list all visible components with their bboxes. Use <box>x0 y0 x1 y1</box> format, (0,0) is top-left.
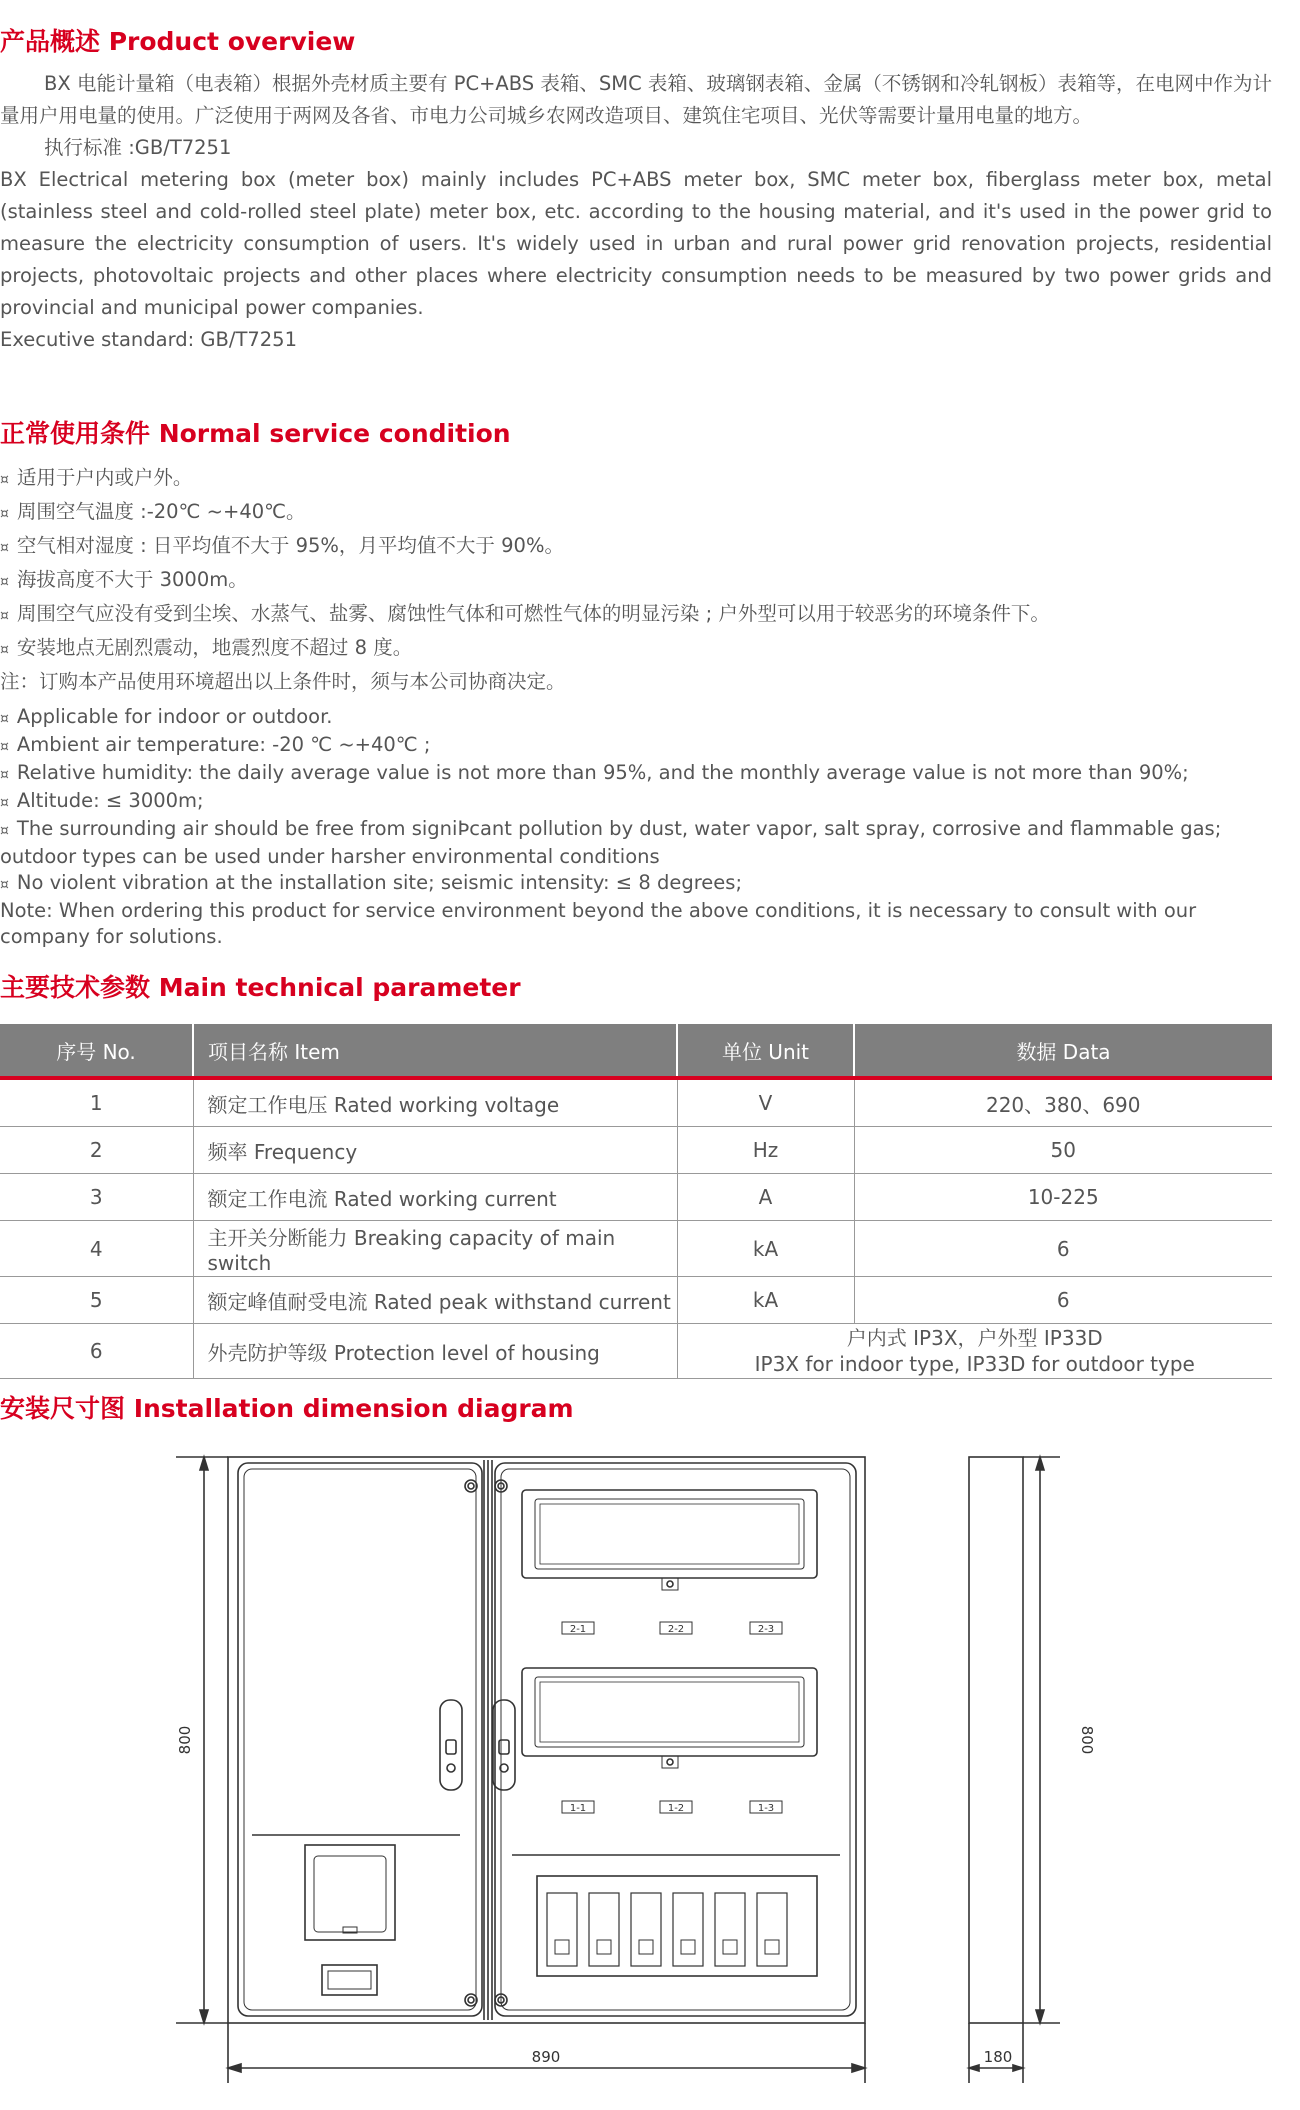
condition-text: 安装地点无剧烈震动，地震烈度不超过 8 度。 <box>16 636 413 659</box>
condition-text: Ambient air temperature: -20 ℃ ~+40℃ ; <box>16 733 431 756</box>
row-item: 频率 Frequency <box>193 1127 677 1174</box>
row-no: 4 <box>0 1221 193 1277</box>
right-door <box>495 1463 856 2016</box>
row-data: 6 <box>854 1221 1272 1277</box>
width-label: 890 <box>531 2048 561 2066</box>
condition-text: 适用于户内或户外。 <box>16 466 193 489</box>
row-data: 6 <box>854 1277 1272 1324</box>
condition-item <box>0 598 1272 632</box>
row-unit: Hz <box>677 1127 854 1174</box>
row-no: 1 <box>0 1078 193 1127</box>
overview-en-standard: Executive standard: GB/T7251 <box>0 328 297 351</box>
row-no: 2 <box>0 1127 193 1174</box>
conditions-cn-note: 注：订购本产品使用环境超出以上条件时，须与本公司协商决定。 <box>0 670 566 693</box>
bullet-icon: ¤ <box>0 642 9 658</box>
condition-item <box>0 816 1272 870</box>
meter-label: 1-1 <box>569 1803 587 1814</box>
side-view <box>969 1457 1023 2023</box>
row-item: 额定工作电流 Rated working current <box>193 1174 677 1221</box>
condition-text: 海拔高度不大于 3000m。 <box>16 568 248 591</box>
main-switch-window <box>305 1845 395 1940</box>
conditions-title: 正常使用条件 Normal service condition <box>0 419 511 448</box>
bullet-icon: ¤ <box>0 506 9 522</box>
row-unit: kA <box>677 1277 854 1324</box>
condition-item <box>0 760 1272 788</box>
meter-label: 2-3 <box>757 1624 775 1635</box>
row-no: 3 <box>0 1174 193 1221</box>
row-data-cn: 户内式 IP3X，户外型 IP33D <box>846 1326 1103 1350</box>
upper-meter-window <box>522 1490 817 1578</box>
row-unit: kA <box>677 1221 854 1277</box>
bullet-icon: ¤ <box>0 767 9 783</box>
parameters-title: 主要技术参数 Main technical parameter <box>0 973 521 1002</box>
condition-text: Applicable for indoor or outdoor. <box>16 705 333 728</box>
bullet-icon: ¤ <box>0 574 9 590</box>
condition-text: 周围空气温度 :-20℃ ~+40℃。 <box>16 500 306 523</box>
row-item: 主开关分断能力 Breaking capacity of main switch <box>193 1221 677 1277</box>
condition-item <box>0 564 1272 598</box>
table-row <box>0 1078 1272 1127</box>
conditions-en-list <box>0 704 1272 898</box>
installation-diagram <box>0 1430 1300 2110</box>
table-row <box>0 1324 1272 1379</box>
condition-item <box>0 788 1272 816</box>
parameters-section <box>0 972 1272 1379</box>
row-no: 6 <box>0 1324 193 1379</box>
row-data: 50 <box>854 1127 1272 1174</box>
meter-label: 2-1 <box>569 1624 587 1635</box>
parameters-table <box>0 1024 1272 1379</box>
lower-meter-window <box>522 1668 817 1756</box>
bullet-icon: ¤ <box>0 540 9 556</box>
left-door <box>238 1463 482 2016</box>
header-data: 数据 Data <box>854 1024 1272 1078</box>
row-unit: A <box>677 1174 854 1221</box>
header-unit: 单位 Unit <box>677 1024 854 1078</box>
row-unit: V <box>677 1078 854 1127</box>
row-no: 5 <box>0 1277 193 1324</box>
meter-label: 1-3 <box>757 1803 775 1814</box>
condition-text: 空气相对湿度 : 日平均值不大于 95%，月平均值不大于 90%。 <box>16 534 564 557</box>
conditions-section <box>0 418 1272 950</box>
bullet-icon: ¤ <box>0 711 9 727</box>
condition-item <box>0 732 1272 760</box>
header-no: 序号 No. <box>0 1024 193 1078</box>
condition-item <box>0 496 1272 530</box>
row-item: 额定峰值耐受电流 Rated peak withstand current <box>193 1277 677 1324</box>
meter-label: 1-2 <box>667 1803 685 1814</box>
table-row <box>0 1174 1272 1221</box>
bullet-icon: ¤ <box>0 877 9 893</box>
row-item: 额定工作电压 Rated working voltage <box>193 1078 677 1127</box>
bullet-icon: ¤ <box>0 608 9 624</box>
overview-cn-standard: 执行标准 :GB/T7251 <box>44 136 232 159</box>
bullet-icon: ¤ <box>0 795 9 811</box>
overview-cn-text: BX 电能计量箱（电表箱）根据外壳材质主要有 PC+ABS 表箱、SMC 表箱、玻璃钢表箱、金属（不锈钢和冷轧钢板）表箱等，在电网中作为计量用户用电量的使用。广泛使用于两网及各省、市电力公司城乡农网改造项目、建筑住宅项目、光伏等需要计量用电量的地方。 <box>0 72 1272 127</box>
diagram-section <box>0 1393 1300 1425</box>
conditions-cn-list <box>0 462 1272 666</box>
condition-text: Relative humidity: the daily average value is not more than 95%, and the monthly average value is not more than 90%; <box>16 761 1189 784</box>
left-handle <box>440 1700 462 1790</box>
row-data <box>677 1324 1272 1379</box>
condition-item <box>0 704 1272 732</box>
bullet-icon: ¤ <box>0 823 9 839</box>
condition-text: The surrounding air should be free from signiÞcant pollution by dust, water vapor, salt spray, corrosive and flammable gas; outdoor types can be used under harsher environmental conditions <box>0 817 1222 868</box>
condition-text: Altitude: ≤ 3000m; <box>16 789 204 812</box>
depth-label: 180 <box>983 2048 1013 2066</box>
row-data: 220、380、690 <box>854 1078 1272 1127</box>
overview-title: 产品概述 Product overview <box>0 27 356 56</box>
row-data: 10-225 <box>854 1174 1272 1221</box>
bullet-icon: ¤ <box>0 472 9 488</box>
condition-item <box>0 632 1272 666</box>
overview-section <box>0 26 1272 356</box>
overview-en-text: BX Electrical metering box (meter box) mainly includes PC+ABS meter box, SMC meter box, fiberglass meter box, metal (stainless steel and cold-rolled steel plate) meter box, etc. according to the housing material, and it's used in the power grid to measure the electricity consumption of users. It's widely used in urban and rural power grid renovation projects, residential projects, photovoltaic projects and other places where electricity consumption needs to be measured by two power grids and provincial and municipal power companies. <box>0 168 1272 319</box>
header-item: 项目名称 Item <box>193 1024 677 1078</box>
diagram-title: 安装尺寸图 Installation dimension diagram <box>0 1394 574 1423</box>
table-header-row <box>0 1024 1272 1078</box>
table-row <box>0 1221 1272 1277</box>
condition-text: 周围空气应没有受到尘埃、水蒸气、盐雾、腐蚀性气体和可燃性气体的明显污染 ; 户外型可以用于较恶劣的环境条件下。 <box>16 602 1050 625</box>
height-label: 800 <box>176 1725 194 1755</box>
bullet-icon: ¤ <box>0 739 9 755</box>
condition-item <box>0 462 1272 496</box>
breaker-window <box>537 1876 817 1976</box>
condition-item <box>0 870 1272 898</box>
nameplate <box>322 1965 377 1995</box>
conditions-en-note: Note: When ordering this product for service environment beyond the above conditions, it is necessary to consult with our company for solutions. <box>0 899 1197 948</box>
table-row <box>0 1127 1272 1174</box>
condition-text: No violent vibration at the installation site; seismic intensity: ≤ 8 degrees; <box>16 871 743 894</box>
row-item: 外壳防护等级 Protection level of housing <box>193 1324 677 1379</box>
row-data-en: IP3X for indoor type, IP33D for outdoor type <box>754 1352 1195 1376</box>
side-height-label: 800 <box>1078 1725 1096 1755</box>
right-handle <box>493 1700 515 1790</box>
meter-label: 2-2 <box>667 1624 685 1635</box>
table-row <box>0 1277 1272 1324</box>
condition-item <box>0 530 1272 564</box>
